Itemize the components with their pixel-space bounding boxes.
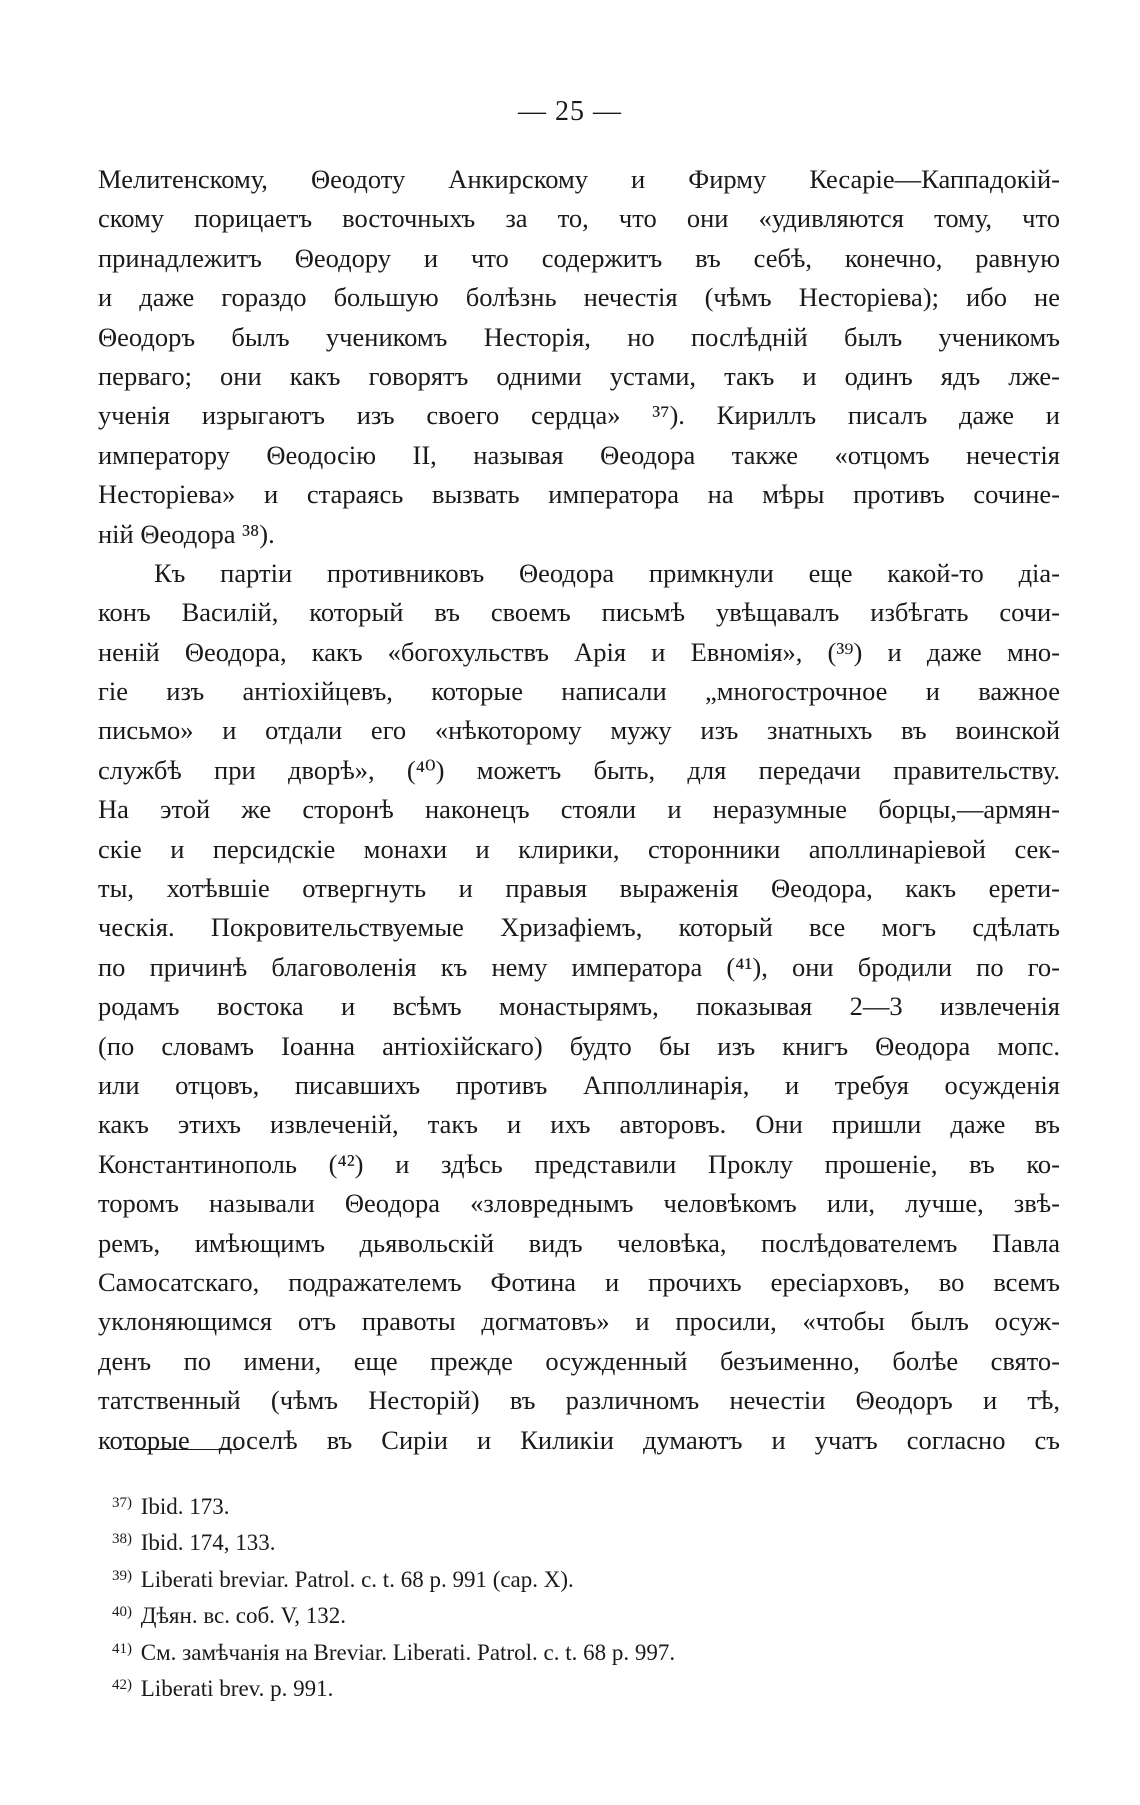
text-line: ученія изрыгаютъ изъ своего сердца» ³⁷). Кириллъ писалъ даже и <box>98 400 1060 431</box>
footnote-text: Дѣян. вс. соб. V, 132. <box>140 1603 347 1629</box>
text-line: ремъ, имѣющимъ дьявольскій видъ человѣка, послѣдователемъ Павла <box>98 1227 1060 1258</box>
text-line: скіе и персидскіе монахи и клирики, сторонники аполлинаріевой сек- <box>98 833 1060 864</box>
text-line: перваго; они какъ говорятъ одними устами, такъ и одинъ ядъ лже- <box>98 360 1060 391</box>
footnote-number: 40) <box>112 1604 132 1621</box>
footnote-text: Ibid. 173. <box>140 1494 230 1519</box>
footnote-text: Ibid. 174, 133. <box>140 1530 276 1556</box>
text-line: конъ Василій, который въ своемъ письмѣ увѣщавалъ избѣгать сочи- <box>98 597 1060 628</box>
text-line: уклоняющимся отъ правоты догматовъ» и просили, «чтобы былъ осуж- <box>98 1306 1060 1337</box>
footnote-number: 37) <box>112 1495 132 1511</box>
text-line: Мелитенскому, Θеодоту Анкирскому и Фирму Кесаріе—Каппадокій- <box>98 164 1060 194</box>
footnote <box>98 1667 998 1703</box>
text-line: неній Θеодора, какъ «богохульствъ Арія и Евномія», (³⁹) и даже мно- <box>98 636 1060 667</box>
text-line: службѣ при дворѣ», (⁴⁰) можетъ быть, для передачи правительству. <box>98 754 1060 785</box>
footnote <box>98 1594 998 1630</box>
body-text <box>98 160 1060 1460</box>
text-line: Константинополь (⁴²) и здѣсь представили Проклу прошеніе, въ ко- <box>98 1148 1060 1179</box>
text-line: какъ этихъ извлеченій, такъ и ихъ авторовъ. Они пришли даже въ <box>98 1109 1060 1140</box>
text-line: и даже гораздо большую болѣзнь нечестія (чѣмъ Несторіева); ибо не <box>98 282 1060 313</box>
text-line: денъ по имени, еще прежде осужденный безъименно, болѣе свято- <box>98 1345 1060 1376</box>
footnotes <box>98 1485 998 1703</box>
footnote <box>98 1485 998 1521</box>
text-line: На этой же сторонѣ наконецъ стояли и неразумные борцы,—армян- <box>98 794 1060 825</box>
text-line: императору Θеодосію II, называя Θеодора также «отцомъ нечестія <box>98 439 1060 470</box>
text-line: родамъ востока и всѣмъ монастырямъ, показывая 2—3 извлеченія <box>98 991 1060 1022</box>
text-line: ческія. Покровительствуемые Хризафіемъ, который все могъ сдѣлать <box>98 912 1060 943</box>
footnote-number: 39) <box>112 1567 132 1584</box>
text-line: ты, хотѣвшіе отвергнуть и правыя выраженія Θеодора, какъ ерети- <box>98 873 1060 904</box>
text-line: Самосатскаго, подражателемъ Фотина и прочихъ ересіарховъ, во всемъ <box>98 1266 1060 1297</box>
footnote-text: Liberati brev. p. 991. <box>140 1675 334 1701</box>
text-line: татственный (чѣмъ Несторій) въ различномъ нечестіи Θеодоръ и тѣ, <box>98 1385 1060 1416</box>
footnote <box>98 1631 998 1667</box>
text-line: скому порицаетъ восточныхъ за то, что они «удивляются тому, что <box>98 203 1060 234</box>
text-line: или отцовъ, писавшихъ противъ Апполлинарія, и требуя осужденія <box>98 1069 1060 1100</box>
text-line: гіе изъ антіохійцевъ, которые написали „многострочное и важное <box>98 676 1060 707</box>
text-line: по причинѣ благоволенія къ нему императора (⁴¹), они бродили по го- <box>98 951 1060 982</box>
text-line: торомъ называли Θеодора «зловреднымъ человѣкомъ или, лучше, звѣ- <box>98 1188 1060 1219</box>
text-line: принадлежитъ Θеодору и что содержитъ въ себѣ, конечно, равную <box>98 242 1060 273</box>
text-line: Несторіева» и стараясь вызвать императора на мѣры противъ сочине- <box>98 479 1060 510</box>
text-line: (по словамъ Іоанна антіохійскаго) будто бы изъ книгъ Θеодора мопс. <box>98 1030 1060 1061</box>
footnote-number: 42) <box>112 1676 132 1693</box>
footnote-separator <box>124 1449 240 1450</box>
text-line: письмо» и отдали его «нѣкоторому мужу изъ знатныхъ въ воинской <box>98 715 1060 746</box>
footnote-number: 41) <box>112 1640 132 1657</box>
footnote-text: Liberati breviar. Patrol. c. t. 68 p. 991 (cap. X). <box>140 1566 574 1592</box>
footnote-number: 38) <box>112 1531 132 1548</box>
paragraph-last-line: ній Θеодора ³⁸). <box>98 518 275 549</box>
footnote <box>98 1521 998 1557</box>
footnote <box>98 1558 998 1594</box>
page-number: — 25 — <box>518 96 622 127</box>
paragraph-first-line: Къ партіи противниковъ Θеодора примкнули еще какой-то діа- <box>154 557 1060 588</box>
text-line: Θеодоръ былъ ученикомъ Несторія, но послѣдній былъ ученикомъ <box>98 321 1060 352</box>
text-line: которые доселѣ въ Сиріи и Киликіи думаютъ и учатъ согласно съ <box>98 1424 1060 1455</box>
footnote-text: См. замѣчанія на Breviar. Liberati. Patrol. c. t. 68 p. 997. <box>140 1639 676 1665</box>
